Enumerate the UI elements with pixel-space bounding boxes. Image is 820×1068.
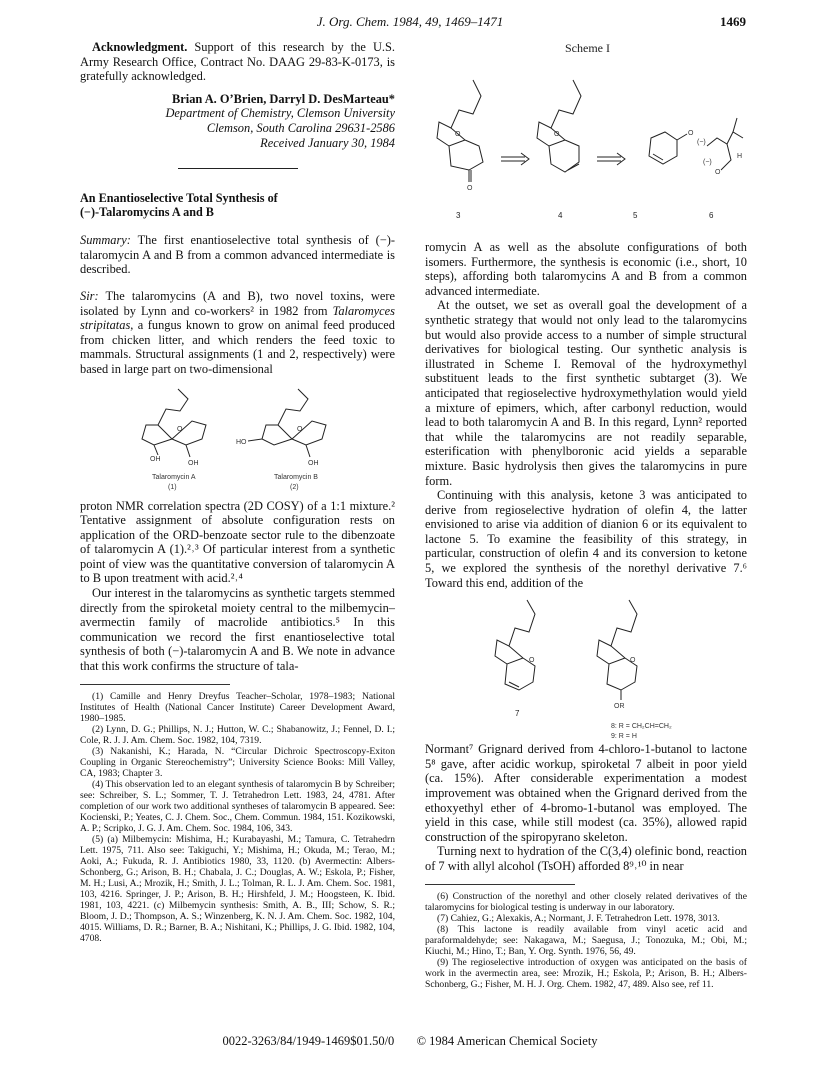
scheme-title: Scheme I (565, 41, 610, 55)
right-paragraph-1: romycin A as well as the absolute configurations of both isomers. Furthermore, the synthesis is economic (i.e., short, 10 steps), affording both talaromycins A and B from a common advanced intermediate. (425, 240, 747, 298)
footnote-9: (9) The regioselective introduction of oxygen was anticipated on the basis of work in the avermectin area, see: Mrozik, H.; Eskola, P.; Arison, B. H.; Albers-Schonberg, G.; Fisher, M. H. J. Org. Chem. 1982, 47, 489. Also see, ref 11. (425, 956, 747, 990)
summary-text: The first enantioselective total synthesis of (−)-talaromycin A and B from a common advanced intermediate is described. (80, 233, 395, 277)
body-paragraph-2: proton NMR correlation spectra (2D COSY) of a 1:1 mixture.² Tentative assignment of absolute configuration rests on application of the ORD-benzoate sector rule to the dibenzoate of talaromycin A (1).²˒³ Of particular interest from a synthetic point of view was the quantitative conversion of talaromycin A to B upon treatment with acid.²˒⁴ (80, 498, 395, 586)
compound-7-structure (495, 600, 535, 690)
compounds-7-8-9-figure (425, 592, 747, 742)
talaromycin-a-ch2oh: OH (150, 455, 161, 463)
right-paragraph-3: Continuing with this analysis, ketone 3 was anticipated to derive from regioselective hydration of olefin 4, the latter envisioned to arise via addition of dianion 6 or its equivalent to lactone 5. To examine the feasibility of this strategy, in particular, construction of olefin 4 and its conversion to ketone 5, we explored the synthesis of the norethyl derivative 7.⁶ Toward this end, addition of the (425, 488, 747, 590)
compound-7-ring-o: O (529, 657, 535, 665)
affiliation-line-2: Clemson, South Carolina 29631-2586 (206, 120, 395, 135)
left-column (80, 40, 395, 944)
talaromycin-b-structure (248, 389, 326, 457)
sir-label: Sir: (80, 288, 99, 303)
footnote-3: (3) Nakanishi, K.; Harada, N. “Circular Dichroic Spectroscopy-Exiton Coupling in Organic Stereochemistry”; University Science Books: Mill Valley, CA, 1983; Chapter 3. (80, 745, 395, 779)
footnote-5: (5) (a) Milbemycin: Mishima, H.; Kurabayashi, M.; Tamura, C. Tetrahedrn Lett. 1975, 711. Also see: Takiguchi, Y.; Mishima, H.; Okuda, M.; Terao, M.; Aoki, A.; Fukuda, R. J. Antibiotics 1980, 33, 1120. (b) Avermectin: Albers-Schonberg, G.; Arison, B. H.; Chabala, J. C.; Douglas, A. W.; Eskola, P.; Fisher, M. H.; Lusi, A.; Mrozik, H.; Smith, J. L.; Tolman, R. L. J. Am. Chem. Soc. 1981, 103, 4216. Springer, J. P.; Arison, B. H.; Hirshfeld, J. M.; Hoogsteen, K. Ibid. 1981, 103, 4221. (c) Milbemycin synthesis: Smith, A. B., III; Schow, S. R.; Bloom, J. D.; Thompson, A. S.; Winzenberg, K. N. J. Am. Chem. Soc. 1982, 104, 4015. Williams, D. R.; Barner, B. A.; Nishitani, K.; Phillips, J. G. Ibid. 1982, 104, 4708. (80, 833, 395, 944)
compound-8-ring-o: O (630, 657, 636, 665)
running-header (0, 14, 820, 32)
affiliation-line-1: Department of Chemistry, Clemson University (165, 106, 395, 121)
footnotes-right (425, 891, 747, 990)
compound-number-7: 7 (515, 709, 520, 719)
article-title-line-2: (−)-Talaromycins A and B (80, 205, 214, 220)
body-paragraph-3: Our interest in the talaromycins as synthetic targets stemmed directly from the spiroketal moiety central to the milbemycin–avermectin family of macrolide antibiotics.⁵ In this communication we record the first enantioselective total synthesis of both (−)-talaromycin A and B. We note in advance that this work confirms the structure of tala- (80, 586, 395, 674)
footnote-8: (8) This lactone is readily available from vinyl acetic acid and paraformaldehyde; see: Nakagawa, M.; Saegusa, J.; Tonozuka, M.; Obi, M.; Kiuchi, M.; Hino, T.; Ban, Y. Org. Synth. 1976, 56, 49. (425, 923, 747, 957)
acknowledgment (80, 40, 395, 84)
compound-9-definition: 9: R = H (611, 733, 637, 741)
species-name: Talaromyces stripitatas (80, 303, 395, 333)
talaromycin-b-ho: HO (236, 438, 247, 446)
compound-8-structure (597, 600, 637, 700)
compound-number-3: 3 (456, 211, 461, 220)
compound-6-anion-1: (−) (697, 139, 706, 146)
author-byline: Brian A. O’Brien, Darryl D. DesMarteau* (172, 91, 395, 106)
compound-5-structure (649, 132, 687, 164)
talaromycin-structures-figure (80, 381, 395, 493)
talaromycin-b-label: Talaromycin B (274, 473, 318, 481)
talaromycin-b-ring-oxygen: O (297, 425, 303, 433)
compound-4-structure (537, 80, 581, 172)
compound-6-oxygen: O (715, 169, 721, 176)
compound-number-5: 5 (633, 211, 638, 220)
compound-5-carbonyl-o: O (688, 130, 694, 137)
footnote-4: (4) This observation led to an elegant synthesis of talaromycin B by Schreiber; see: Schreiber, S. L.; Sommer, T. J. Tetrahedron Lett. 1983, 24, 4781. After completion of our work two additional syntheses of talaromycin B appeared. See: Kocienski, P.; Yeates, C. J. Chem. Soc., Chem. Commun. 1984, 151. Kozikowski, A. P.; Scripko, J. G. J. Am. Chem. Soc. 1984, 106, 343. (80, 778, 395, 834)
talaromycin-structures-svg (80, 381, 395, 493)
compound-number-4: 4 (558, 211, 563, 220)
journal-citation: J. Org. Chem. 1984, 49, 1469–1471 (316, 14, 504, 29)
talaromycin-a-ring-oxygen: O (177, 425, 183, 433)
summary-paragraph (80, 233, 395, 277)
summary-label: Summary: (80, 233, 131, 248)
footnote-2: (2) Lynn, D. G.; Phillips, N. J.; Hutton, W. C.; Shabanowitz, J.; Fennel, D. I.; Cole, R. J. J. Am. Chem. Soc. 1982, 104, 7319. (80, 723, 395, 746)
talaromycin-a-structure (142, 389, 206, 457)
compound-6-structure (707, 118, 743, 170)
compound-3-ketone-o: O (467, 185, 473, 192)
scheme-1-figure (425, 40, 747, 240)
compounds-7-8-9-svg (425, 592, 747, 742)
right-paragraph-4: Normant⁷ Grignard derived from 4-chloro-1-butanol to lactone 5⁸ gave, after acidic workup, spiroketal 7 albeit in poor yield (ca. 15%). After considerable experimentation a modest improvement was obtained when the Grignard derived from the ethoxyethyl ether of 4-bromo-1-butanol was employed. The yield in this case, while still modest (ca. 35%), allowed rapid construction of the spiropyrano skeleton. (425, 742, 747, 844)
right-column (425, 40, 747, 990)
compound-8-or-group: OR (614, 703, 625, 711)
received-date: Received January 30, 1984 (260, 135, 395, 150)
footnotes-left (80, 691, 395, 944)
right-paragraph-2: At the outset, we set as overall goal the development of a synthetic strategy that would not only lead to the talaromycins but would also provide access to a number of simple structural derivatives for biological testing. Our synthetic analysis is illustrated in Scheme I. Removal of the hydroxymethyl substituent leads to the first synthetic subtarget (3). We anticipated that regioselective hydroxymethylation would yield a mixture of epimers, which, after carbonyl reduction, would lead to both talaromycin A and B. In this regard, Lynn² reported that while the talaromycins are not readily separable, esterification with phenylboronic acid yields a separable mixture. Basic hydrolysis then gives the talaromycins in pure form. (425, 298, 747, 488)
sir-paragraph (80, 289, 395, 377)
right-paragraph-5: Turning next to hydration of the C(3,4) olefinic bond, reaction of 7 with allyl alcohol (TsOH) afforded 8⁹˒¹⁰ in near (425, 844, 747, 873)
scheme-1-svg (425, 40, 747, 240)
compound-6-anion-2: (−) (703, 159, 712, 166)
compound-4-ring-o: O (554, 131, 560, 138)
section-divider (178, 168, 298, 169)
copyright-notice: © 1984 American Chemical Society (416, 1034, 598, 1048)
compound-number-6: 6 (709, 211, 714, 220)
talaromycin-b-oh: OH (308, 459, 319, 467)
compound-6-hydrogen: H (737, 153, 743, 160)
footnote-rule-right (425, 884, 575, 885)
footnote-7: (7) Cahiez, G.; Alexakis, A.; Normant, J. F. Tetrahedron Lett. 1978, 3013. (437, 912, 720, 924)
sir-text-1: The talaromycins (A and B), two novel toxins, were isolated by Lynn and co-workers² in 1982 from (80, 288, 395, 318)
footnote-1: (1) Camille and Henry Dreyfus Teacher–Scholar, 1978–1983; National Institutes of Health (National Cancer Institute) Career Development Award, 1980–1985. (80, 690, 395, 724)
talaromycin-a-number: (1) (168, 483, 177, 491)
retro-arrow-2 (597, 153, 625, 165)
page-footer (0, 1034, 820, 1049)
talaromycin-a-oh: OH (188, 459, 199, 467)
talaromycin-b-number: (2) (290, 483, 299, 491)
acknowledgment-text: Support of this research by the U.S. Army Research Office, Contract No. DAAG 29-83-K-0173, is gratefully acknowledged. (80, 40, 395, 84)
footnote-6: (6) Construction of the norethyl and other closely related derivatives of the talaromycins for biological testing is underway in our laboratory. (425, 890, 747, 913)
acknowledgment-heading: Acknowledgment. (92, 40, 188, 54)
sir-text-2: , a fungus known to grow on animal feed produced from chicken litter, and which renders the feed toxic to mammals. Structural assignments (1 and 2, respectively) were based in large part on two-dimensional (80, 318, 395, 376)
page-number: 1469 (720, 14, 746, 29)
retro-arrow-1 (501, 153, 529, 165)
article-title-line-1: An Enantioselective Total Synthesis of (80, 191, 278, 206)
footnote-rule (80, 684, 230, 685)
article-title (80, 191, 395, 219)
compound-8-definition: 8: R = CH₂CH=CH₂ (611, 723, 672, 731)
talaromycin-a-label: Talaromycin A (152, 473, 196, 481)
article-code: 0022-3263/84/1949-1469$01.50/0 (222, 1034, 395, 1048)
compound-3-ring-o: O (455, 131, 461, 138)
